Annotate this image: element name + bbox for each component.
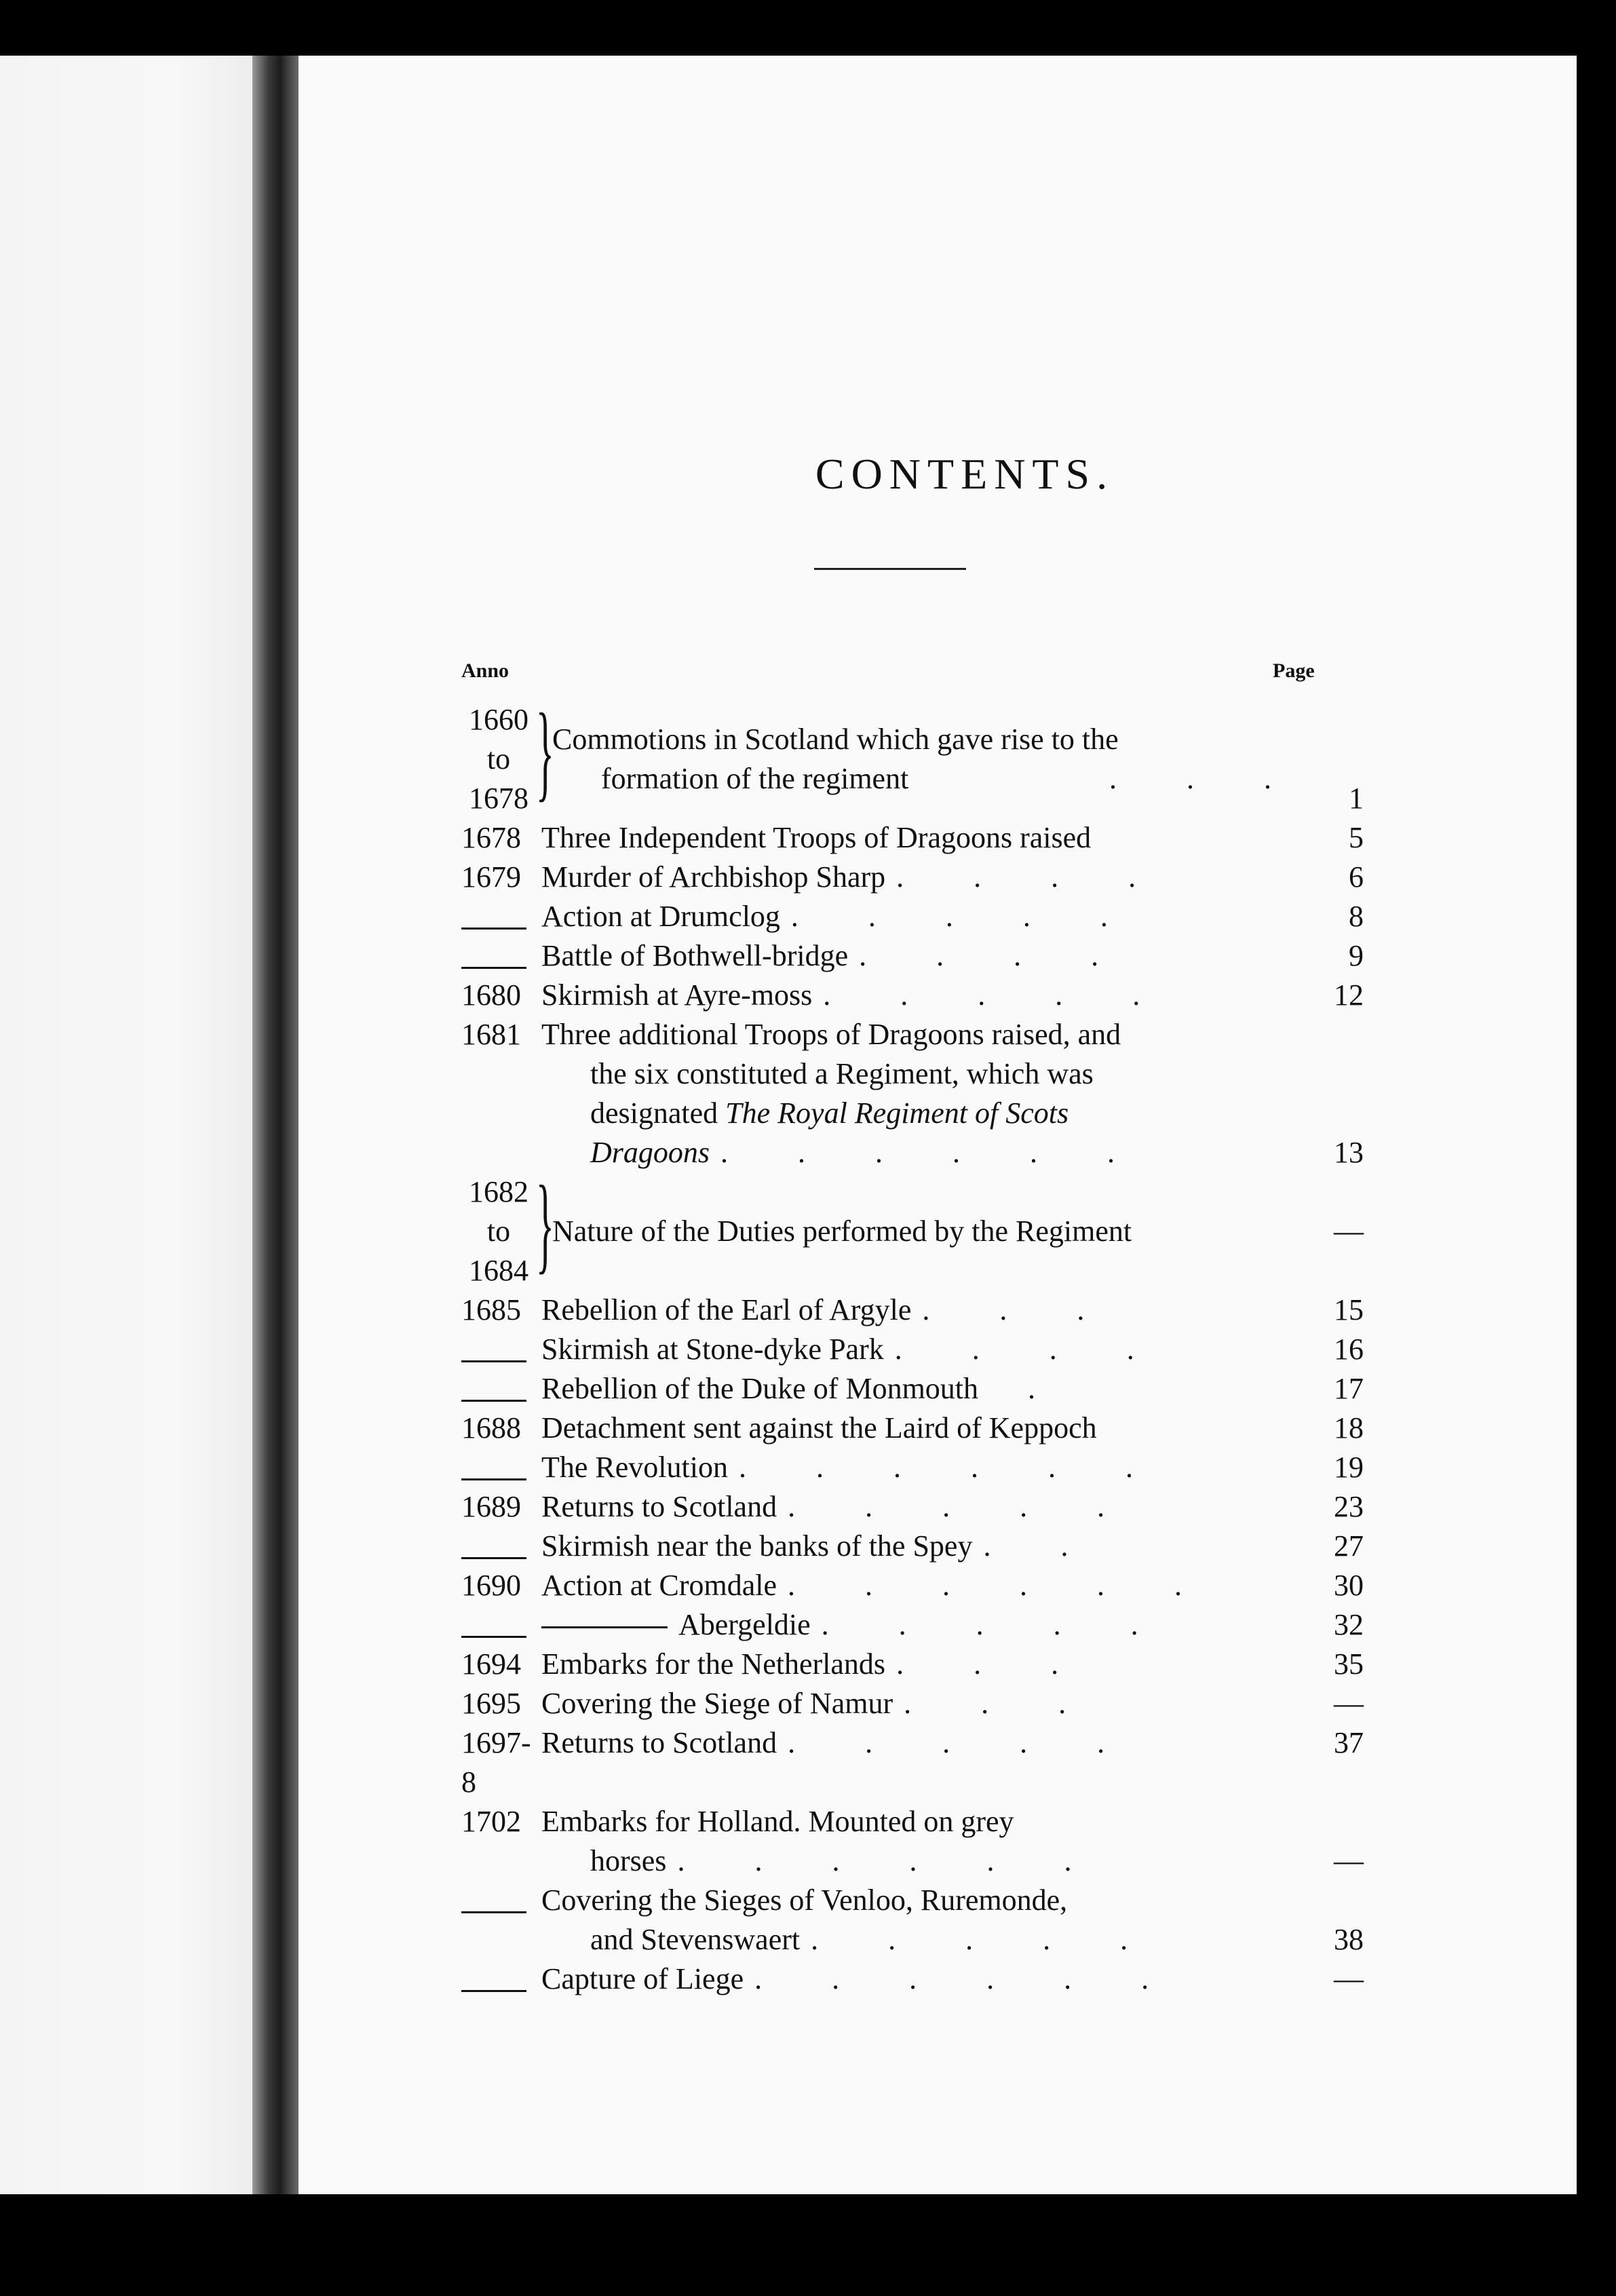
entry-text: Action at Cromdale xyxy=(541,1569,777,1602)
brace-icon: } xyxy=(536,691,554,811)
entry-page: 13 xyxy=(1334,1136,1364,1169)
contents-list xyxy=(461,691,1364,1999)
contents-entry: 1681 Three additional Troops of Dragoons raised, and the six constituted a Regiment, which was designated The Royal Regiment of Scots Dragoons . . . . . . 13 xyxy=(461,1015,1364,1172)
contents-entry xyxy=(461,818,1364,858)
entry-text: Embarks for Holland. Mounted on grey xyxy=(541,1805,1014,1838)
entry-year: 1689 xyxy=(461,1490,521,1523)
entry-page: 8 xyxy=(1349,900,1364,933)
contents-entry: The Revolution . . . . . . 19 xyxy=(461,1448,1364,1487)
title-rule xyxy=(814,568,966,570)
entry-page: — xyxy=(1334,1214,1364,1248)
regiment-name: Dragoons xyxy=(590,1136,710,1169)
entry-page: 16 xyxy=(1334,1333,1364,1366)
column-header-anno: Anno xyxy=(461,659,509,682)
entry-page: 37 xyxy=(1334,1726,1364,1759)
entry-year: 1690 xyxy=(461,1569,521,1602)
entry-year: 1685 xyxy=(461,1293,521,1326)
entry-text: Capture of Liege xyxy=(541,1962,744,1995)
contents-entry: 1660 to 1678 } Commotions in Scotland which gave rise to the formation of the regiment . . . 1 xyxy=(461,700,1364,818)
contents-entry: 1685 Rebellion of the Earl of Argyle . . . 15 xyxy=(461,1290,1364,1330)
entry-page: 35 xyxy=(1334,1647,1364,1681)
contents-entry: 1702 Embarks for Holland. Mounted on grey horses . . . . . . — xyxy=(461,1802,1364,1881)
contents-entry xyxy=(461,1409,1364,1448)
contents-entry: 1694 Embarks for the Netherlands . . . 35 xyxy=(461,1645,1364,1684)
entry-text: Abergeldie xyxy=(678,1608,811,1641)
entry-text: Three additional Troops of Dragoons raised, and xyxy=(541,1018,1121,1051)
entry-page: 23 xyxy=(1334,1490,1364,1523)
ditto-dash xyxy=(461,1478,526,1480)
contents-entry xyxy=(461,1163,1364,1290)
entry-text: horses xyxy=(590,1844,667,1877)
contents-entry: 1697-8 Returns to Scotland . . . . . 37 xyxy=(461,1723,1364,1802)
entry-year: 1681 xyxy=(461,1018,521,1051)
entry-text: designated xyxy=(590,1096,718,1130)
entry-page: — xyxy=(1334,1687,1364,1720)
ditto-dash xyxy=(461,1990,526,1992)
contents-entry: Battle of Bothwell-bridge . . . . 9 xyxy=(461,936,1364,976)
entry-page: 18 xyxy=(1334,1411,1364,1444)
regiment-name: The Royal Regiment of Scots xyxy=(725,1096,1069,1130)
entry-year: 1697-8 xyxy=(461,1726,531,1799)
entry-page: 9 xyxy=(1349,939,1364,972)
contents-entry: Abergeldie . . . . . 32 xyxy=(461,1605,1364,1645)
entry-year-range: 1682 to 1684 xyxy=(469,1175,528,1287)
contents-entry: 1689 Returns to Scotland . . . . . 23 xyxy=(461,1487,1364,1527)
ditto-dash xyxy=(461,1400,526,1402)
entry-text: Three Independent Troops of Dragoons raised xyxy=(541,821,1092,854)
entry-text: Skirmish at Ayre-moss xyxy=(541,978,813,1012)
ditto-dash xyxy=(461,1360,526,1362)
entry-page: 15 xyxy=(1334,1293,1364,1326)
ditto-dash xyxy=(461,967,526,969)
entry-page: 19 xyxy=(1334,1451,1364,1484)
entry-page: 30 xyxy=(1334,1569,1364,1602)
entry-text: Rebellion of the Duke of Monmouth xyxy=(541,1372,979,1405)
entry-year-range: 1660 to 1678 xyxy=(469,703,528,815)
entry-text: and Stevenswaert xyxy=(590,1923,801,1956)
contents-entry: Action at Drumclog . . . . . 8 xyxy=(461,897,1364,936)
contents-entry: 1679 Murder of Archbishop Sharp . . . . 6 xyxy=(461,858,1364,897)
entry-text: formation of the regiment xyxy=(601,762,909,795)
contents-entry: Rebellion of the Duke of Monmouth . 17 xyxy=(461,1369,1364,1409)
entry-text: Detachment sent against the Laird of Keppoch xyxy=(541,1411,1097,1444)
entry-page: — xyxy=(1334,1962,1364,1995)
entry-page: 1 xyxy=(1349,782,1364,815)
entry-text: Returns to Scotland xyxy=(541,1490,777,1523)
entry-page: 38 xyxy=(1334,1923,1364,1956)
entry-text: Skirmish near the banks of the Spey xyxy=(541,1529,973,1563)
entry-page: — xyxy=(1334,1844,1364,1877)
entry-text: the six constituted a Regiment, which was xyxy=(590,1057,1094,1090)
entry-year: 1688 xyxy=(461,1411,521,1444)
entry-text: Murder of Archbishop Sharp xyxy=(541,860,886,894)
entry-year: 1678 xyxy=(461,821,521,854)
entry-year: 1695 xyxy=(461,1687,521,1720)
entry-text: Skirmish at Stone-dyke Park xyxy=(541,1333,884,1366)
ditto-dash xyxy=(461,1557,526,1559)
entry-text: Action at Drumclog xyxy=(541,900,780,933)
entry-page: 12 xyxy=(1334,978,1364,1012)
entry-text: Embarks for the Netherlands xyxy=(541,1647,886,1681)
entry-text: Rebellion of the Earl of Argyle xyxy=(541,1293,912,1326)
entry-text: The Revolution xyxy=(541,1451,728,1484)
left-page xyxy=(0,56,252,2194)
contents-entry: Skirmish near the banks of the Spey . . 27 xyxy=(461,1527,1364,1566)
entry-page: 17 xyxy=(1334,1372,1364,1405)
brace-icon: } xyxy=(536,1163,554,1284)
contents-entry: 1695 Covering the Siege of Namur . . . — xyxy=(461,1684,1364,1723)
contents-entry: 1690 Action at Cromdale . . . . . . 30 xyxy=(461,1566,1364,1605)
ditto-dash xyxy=(461,1636,526,1638)
entry-year: 1680 xyxy=(461,978,521,1012)
entry-text: Covering the Sieges of Venloo, Ruremonde, xyxy=(541,1883,1068,1917)
page-title: CONTENTS. xyxy=(815,450,1115,498)
contents-entry: Covering the Sieges of Venloo, Ruremonde, and Stevenswaert . . . . . 38 xyxy=(461,1881,1364,1959)
entry-year: 1694 xyxy=(461,1647,521,1681)
entry-year: 1679 xyxy=(461,860,521,894)
entry-text: Nature of the Duties performed by the Regiment xyxy=(552,1214,1132,1248)
entry-year: 1702 xyxy=(461,1805,521,1838)
ditto-dash xyxy=(541,1626,668,1628)
contents-entry: Capture of Liege . . . . . . — xyxy=(461,1959,1364,1999)
ditto-dash xyxy=(461,1911,526,1913)
entry-text: Returns to Scotland xyxy=(541,1726,777,1759)
entry-text: Battle of Bothwell-bridge xyxy=(541,939,849,972)
entry-text: Covering the Siege of Namur xyxy=(541,1687,893,1720)
entry-page: 5 xyxy=(1349,821,1364,854)
ditto-dash xyxy=(461,927,526,930)
contents-entry: 1680 Skirmish at Ayre-moss . . . . . 12 xyxy=(461,976,1364,1015)
contents-entry: Skirmish at Stone-dyke Park . . . . 16 xyxy=(461,1330,1364,1369)
entry-page: 6 xyxy=(1349,860,1364,894)
book-spine xyxy=(252,56,299,2194)
entry-page: 32 xyxy=(1334,1608,1364,1641)
entry-page: 27 xyxy=(1334,1529,1364,1563)
column-header-page: Page xyxy=(1273,659,1315,682)
entry-text: Commotions in Scotland which gave rise to the xyxy=(552,723,1119,756)
contents-page xyxy=(299,56,1577,2194)
